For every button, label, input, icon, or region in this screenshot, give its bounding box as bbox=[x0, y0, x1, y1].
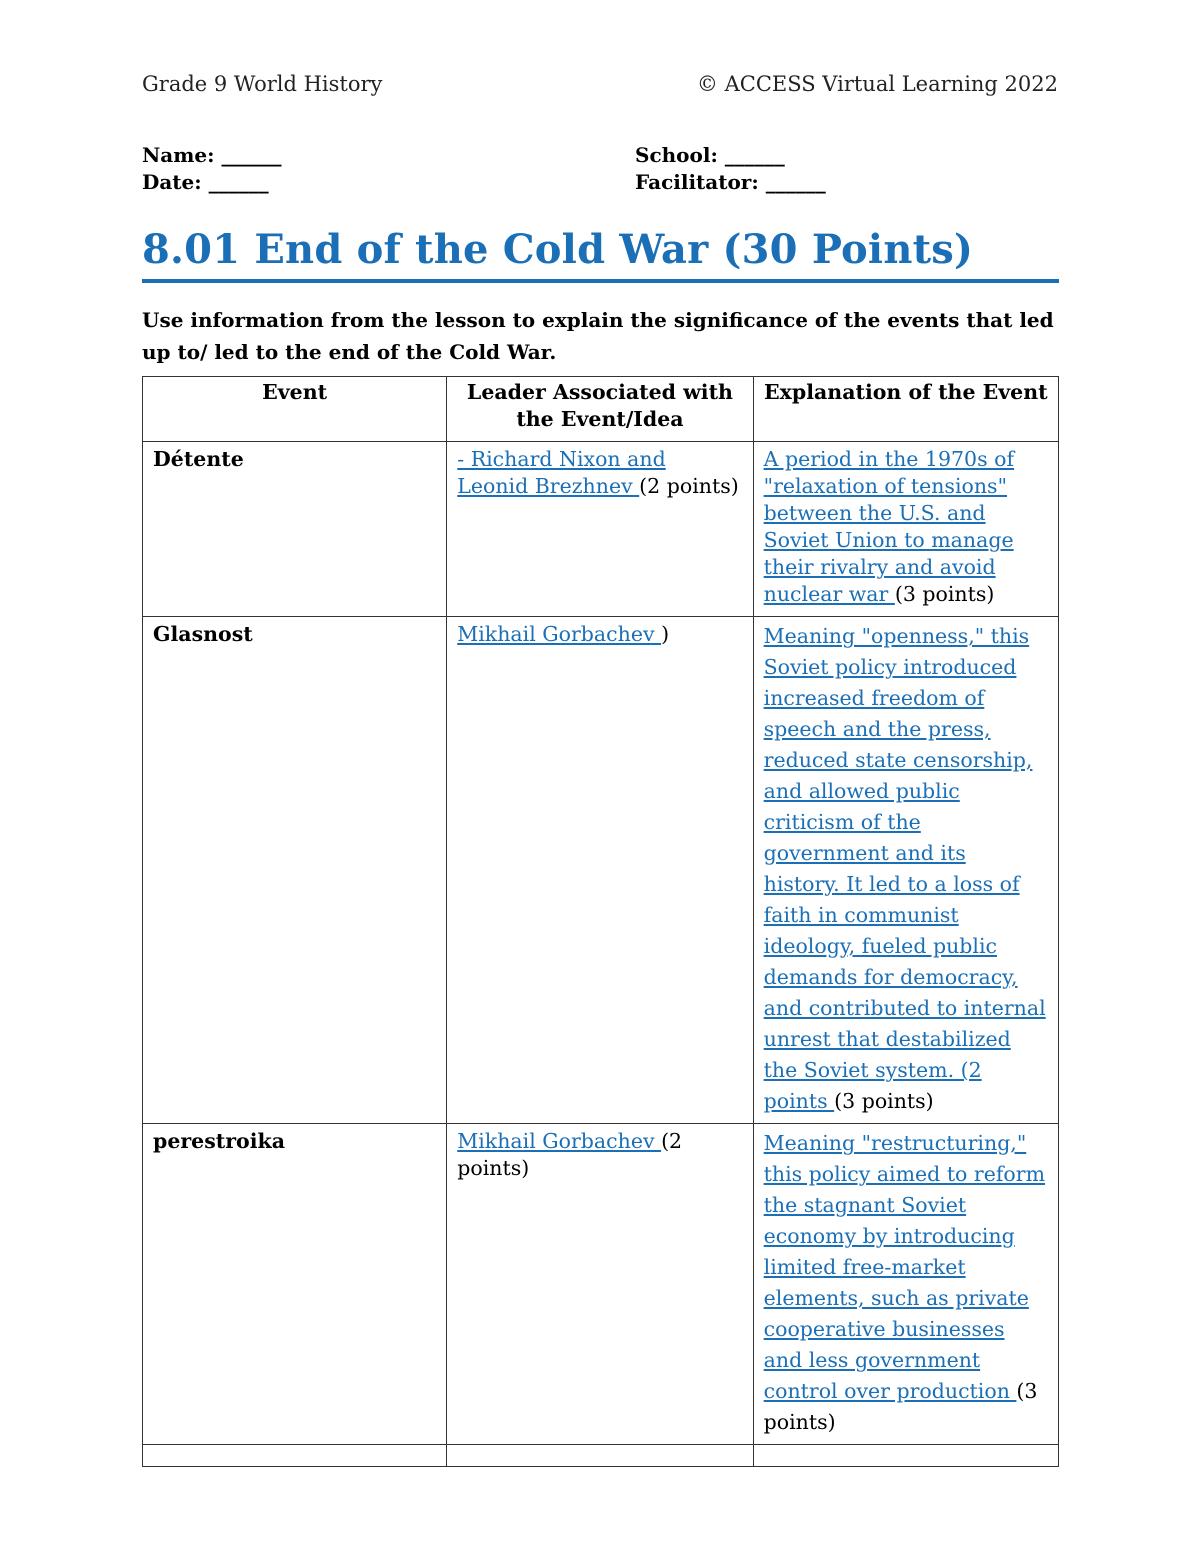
table-row-empty bbox=[143, 1445, 1059, 1467]
explanation-cell[interactable] bbox=[753, 617, 1058, 1124]
explanation-cell[interactable] bbox=[753, 1124, 1058, 1445]
events-table bbox=[142, 376, 1059, 1467]
header-explanation: Explanation of the Event bbox=[753, 377, 1058, 442]
title-divider bbox=[142, 279, 1059, 283]
table-row bbox=[143, 442, 1059, 617]
school-field[interactable]: School: ______ bbox=[635, 143, 785, 167]
leader-points: ) bbox=[661, 622, 670, 646]
date-field[interactable]: Date: ______ bbox=[142, 170, 269, 194]
leader-cell[interactable] bbox=[447, 617, 753, 1124]
empty-cell[interactable] bbox=[143, 1445, 447, 1467]
event-cell: Détente bbox=[143, 442, 447, 617]
explanation-answer[interactable]: A period in the 1970s of "relaxation of tensions" between the U.S. and Soviet Union to manage their rivalry and avoid nuclear war bbox=[763, 447, 1015, 606]
copyright-header: © ACCESS Virtual Learning 2022 bbox=[696, 72, 1058, 96]
explanation-points: (3 points) bbox=[834, 1089, 934, 1113]
page-title: 8.01 End of the Cold War (30 Points) bbox=[142, 226, 974, 273]
empty-cell[interactable] bbox=[753, 1445, 1058, 1467]
table-row bbox=[143, 1124, 1059, 1445]
leader-answer[interactable]: - Richard Nixon and Leonid Brezhnev bbox=[457, 447, 666, 498]
instructions: Use information from the lesson to explain the significance of the events that led up to/ led to the end of the Cold War. bbox=[142, 308, 1054, 364]
empty-cell[interactable] bbox=[447, 1445, 753, 1467]
header-leader: Leader Associated with the Event/Idea bbox=[447, 377, 753, 442]
event-cell: perestroika bbox=[143, 1124, 447, 1445]
name-field[interactable]: Name: ______ bbox=[142, 143, 282, 167]
explanation-points: (3 points) bbox=[894, 582, 995, 606]
explanation-cell[interactable] bbox=[753, 442, 1058, 617]
table-header-row bbox=[143, 377, 1059, 442]
leader-points: (2 points) bbox=[639, 474, 739, 498]
leader-cell[interactable] bbox=[447, 442, 753, 617]
course-header: Grade 9 World History bbox=[142, 72, 383, 96]
explanation-answer[interactable]: Meaning "openness," this Soviet policy introduced increased freedom of speech and the press, reduced state censorship, and allowed public criticism of the government and its history. It led to a loss of faith in communist ideology, fueled public demands for democracy, and contributed to internal unrest that destabilized the Soviet system. (2 points bbox=[763, 624, 1046, 1113]
explanation-answer[interactable]: Meaning "restructuring," this policy aimed to reform the stagnant Soviet economy by introducing limited free-market elements, such as private cooperative businesses and less government control over production bbox=[763, 1131, 1046, 1403]
leader-points: (2 points) bbox=[457, 1129, 683, 1180]
explanation-points: (3 points) bbox=[763, 1379, 1038, 1434]
header-event: Event bbox=[143, 377, 447, 442]
leader-answer[interactable]: Mikhail Gorbachev bbox=[457, 622, 662, 646]
facilitator-field[interactable]: Facilitator: ______ bbox=[635, 170, 826, 194]
table-row bbox=[143, 617, 1059, 1124]
leader-cell[interactable] bbox=[447, 1124, 753, 1445]
event-cell: Glasnost bbox=[143, 617, 447, 1124]
leader-answer[interactable]: Mikhail Gorbachev bbox=[457, 1129, 662, 1153]
